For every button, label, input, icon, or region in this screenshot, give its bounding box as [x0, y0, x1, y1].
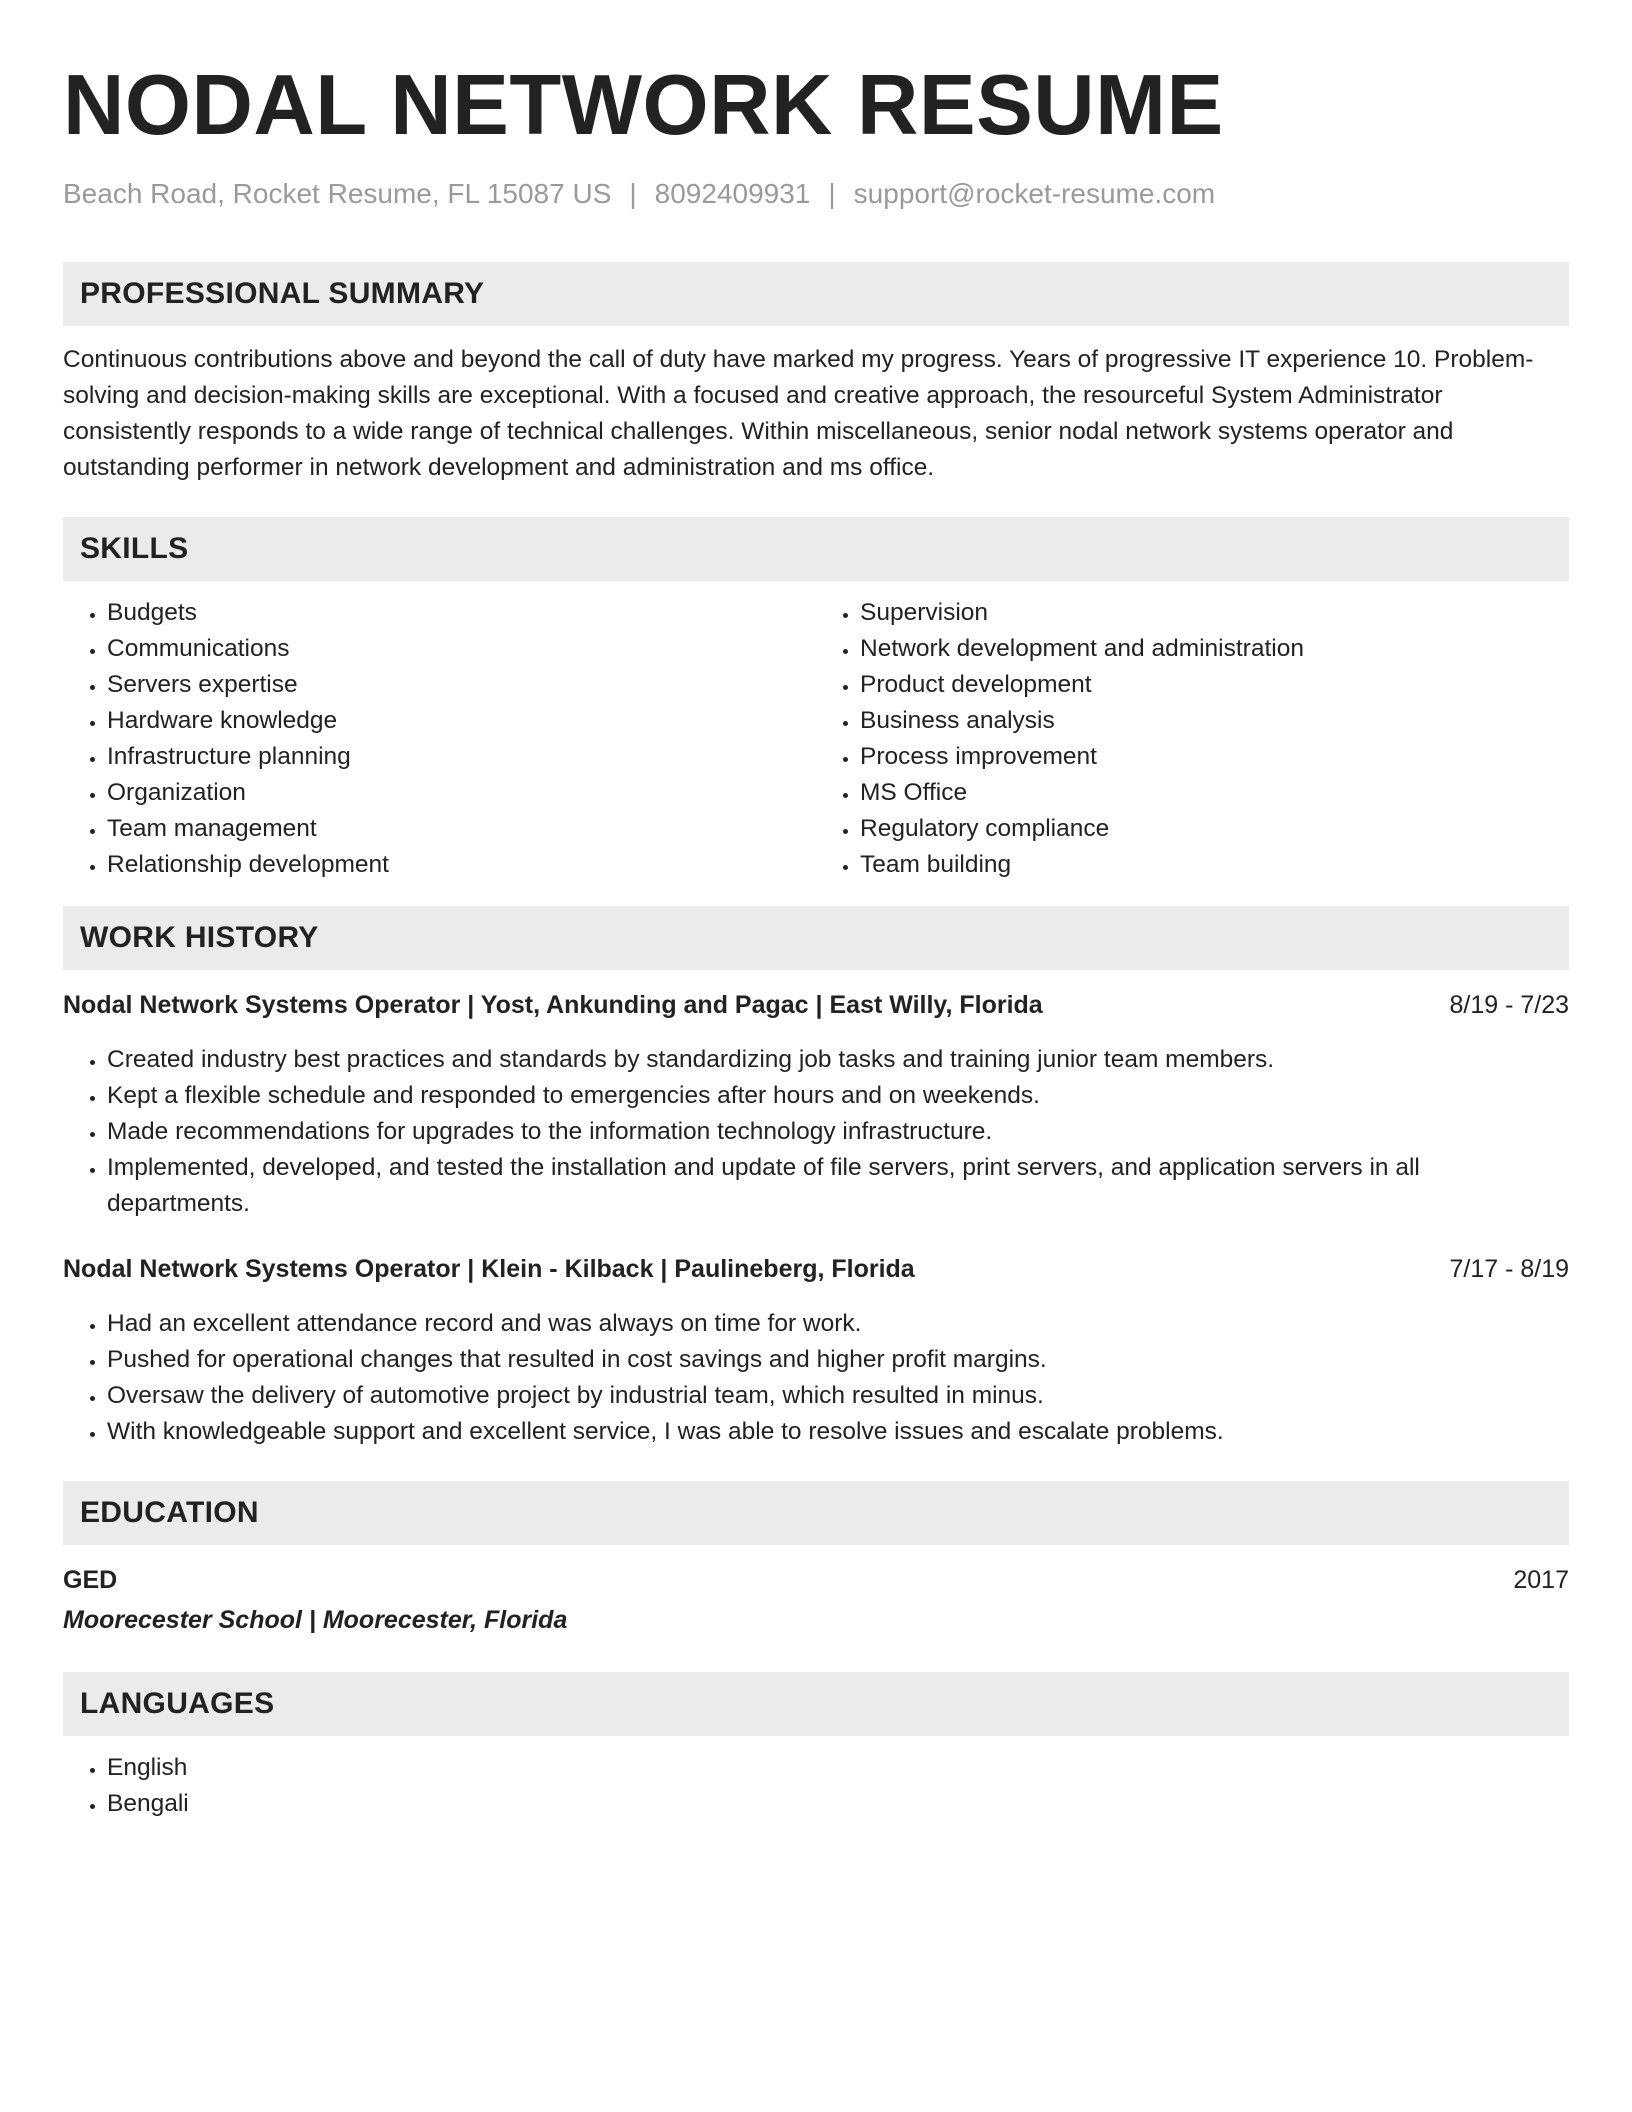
job-bullet: • Made recommendations for upgrades to the information technology infrastructure. — [107, 1114, 1569, 1150]
contact-line — [63, 176, 1569, 212]
skill-item: • Hardware knowledge — [107, 703, 816, 739]
job-bullet: • Kept a flexible schedule and responded to emergencies after hours and on weekends. — [107, 1078, 1569, 1114]
skill-item: • Business analysis — [860, 703, 1569, 739]
job-bullets — [63, 1042, 1569, 1222]
section-heading-education: EDUCATION — [63, 1481, 1569, 1545]
section-heading-skills: SKILLS — [63, 517, 1569, 581]
skill-item: • Team management — [107, 811, 816, 847]
skill-item: • Regulatory compliance — [860, 811, 1569, 847]
separator: | — [629, 178, 637, 209]
job-bullet: • Implemented, developed, and tested the installation and update of file servers, print servers, and application servers in all departments. — [107, 1150, 1569, 1222]
degree: GED — [63, 1566, 118, 1594]
skill-item: • Relationship development — [107, 847, 816, 883]
section-heading-work-history: WORK HISTORY — [63, 906, 1569, 970]
section-heading-languages: LANGUAGES — [63, 1672, 1569, 1736]
education-header — [63, 1563, 1569, 1597]
section-heading-summary: PROFESSIONAL SUMMARY — [63, 262, 1569, 326]
languages-list — [63, 1750, 1569, 1822]
job-bullet: • With knowledgeable support and excellent service, I was able to resolve issues and escalate problems. — [107, 1414, 1569, 1450]
skill-item: • Infrastructure planning — [107, 739, 816, 775]
job-dates: 7/17 - 8/19 — [1449, 1255, 1569, 1283]
language-item: • English — [107, 1750, 1569, 1786]
phone: 8092409931 — [654, 178, 811, 209]
education-year: 2017 — [1513, 1566, 1569, 1594]
resume-title: NODAL NETWORK RESUME — [63, 58, 1224, 153]
email: support@rocket-resume.com — [853, 178, 1216, 209]
skill-item: • Network development and administration — [860, 631, 1569, 667]
skills-list-right — [816, 595, 1569, 883]
language-item: • Bengali — [107, 1786, 1569, 1822]
skill-item: • Budgets — [107, 595, 816, 631]
job-title: Nodal Network Systems Operator | Yost, Ankunding and Pagac | East Willy, Florida — [63, 991, 1043, 1019]
skill-item: • Team building — [860, 847, 1569, 883]
job-header — [63, 988, 1569, 1022]
skill-item: • Servers expertise — [107, 667, 816, 703]
separator: | — [828, 178, 836, 209]
skill-item: • Product development — [860, 667, 1569, 703]
job-title: Nodal Network Systems Operator | Klein - Kilback | Paulineberg, Florida — [63, 1255, 915, 1283]
address: Beach Road, Rocket Resume, FL 15087 US — [63, 178, 612, 209]
job-bullets — [63, 1306, 1569, 1450]
job-bullet: • Pushed for operational changes that resulted in cost savings and higher profit margins. — [107, 1342, 1569, 1378]
job-bullet: • Had an excellent attendance record and was always on time for work. — [107, 1306, 1569, 1342]
summary-text: Continuous contributions above and beyond the call of duty have marked my progress. Years of progressive IT experience 10. Problem-solving and decision-making skills are exceptional. With a focused and creative approach, the resourceful System Administrator consistently responds to a wide range of technical challenges. Within miscellaneous, senior nodal network systems operator and outstanding performer in network development and administration and ms office. — [63, 346, 1534, 481]
job-header — [63, 1252, 1569, 1286]
job-bullet: • Created industry best practices and standards by standardizing job tasks and training junior team members. — [107, 1042, 1569, 1078]
skills-columns — [63, 595, 1569, 883]
skill-item: • Organization — [107, 775, 816, 811]
skill-item: • Process improvement — [860, 739, 1569, 775]
skill-item: • Supervision — [860, 595, 1569, 631]
job-dates: 8/19 - 7/23 — [1449, 991, 1569, 1019]
skills-list-left — [63, 595, 816, 883]
school-name: Moorecester School | Moorecester, Florida — [63, 1606, 568, 1634]
skill-item: • Communications — [107, 631, 816, 667]
skill-item: • MS Office — [860, 775, 1569, 811]
job-bullet: • Oversaw the delivery of automotive project by industrial team, which resulted in minus. — [107, 1378, 1569, 1414]
